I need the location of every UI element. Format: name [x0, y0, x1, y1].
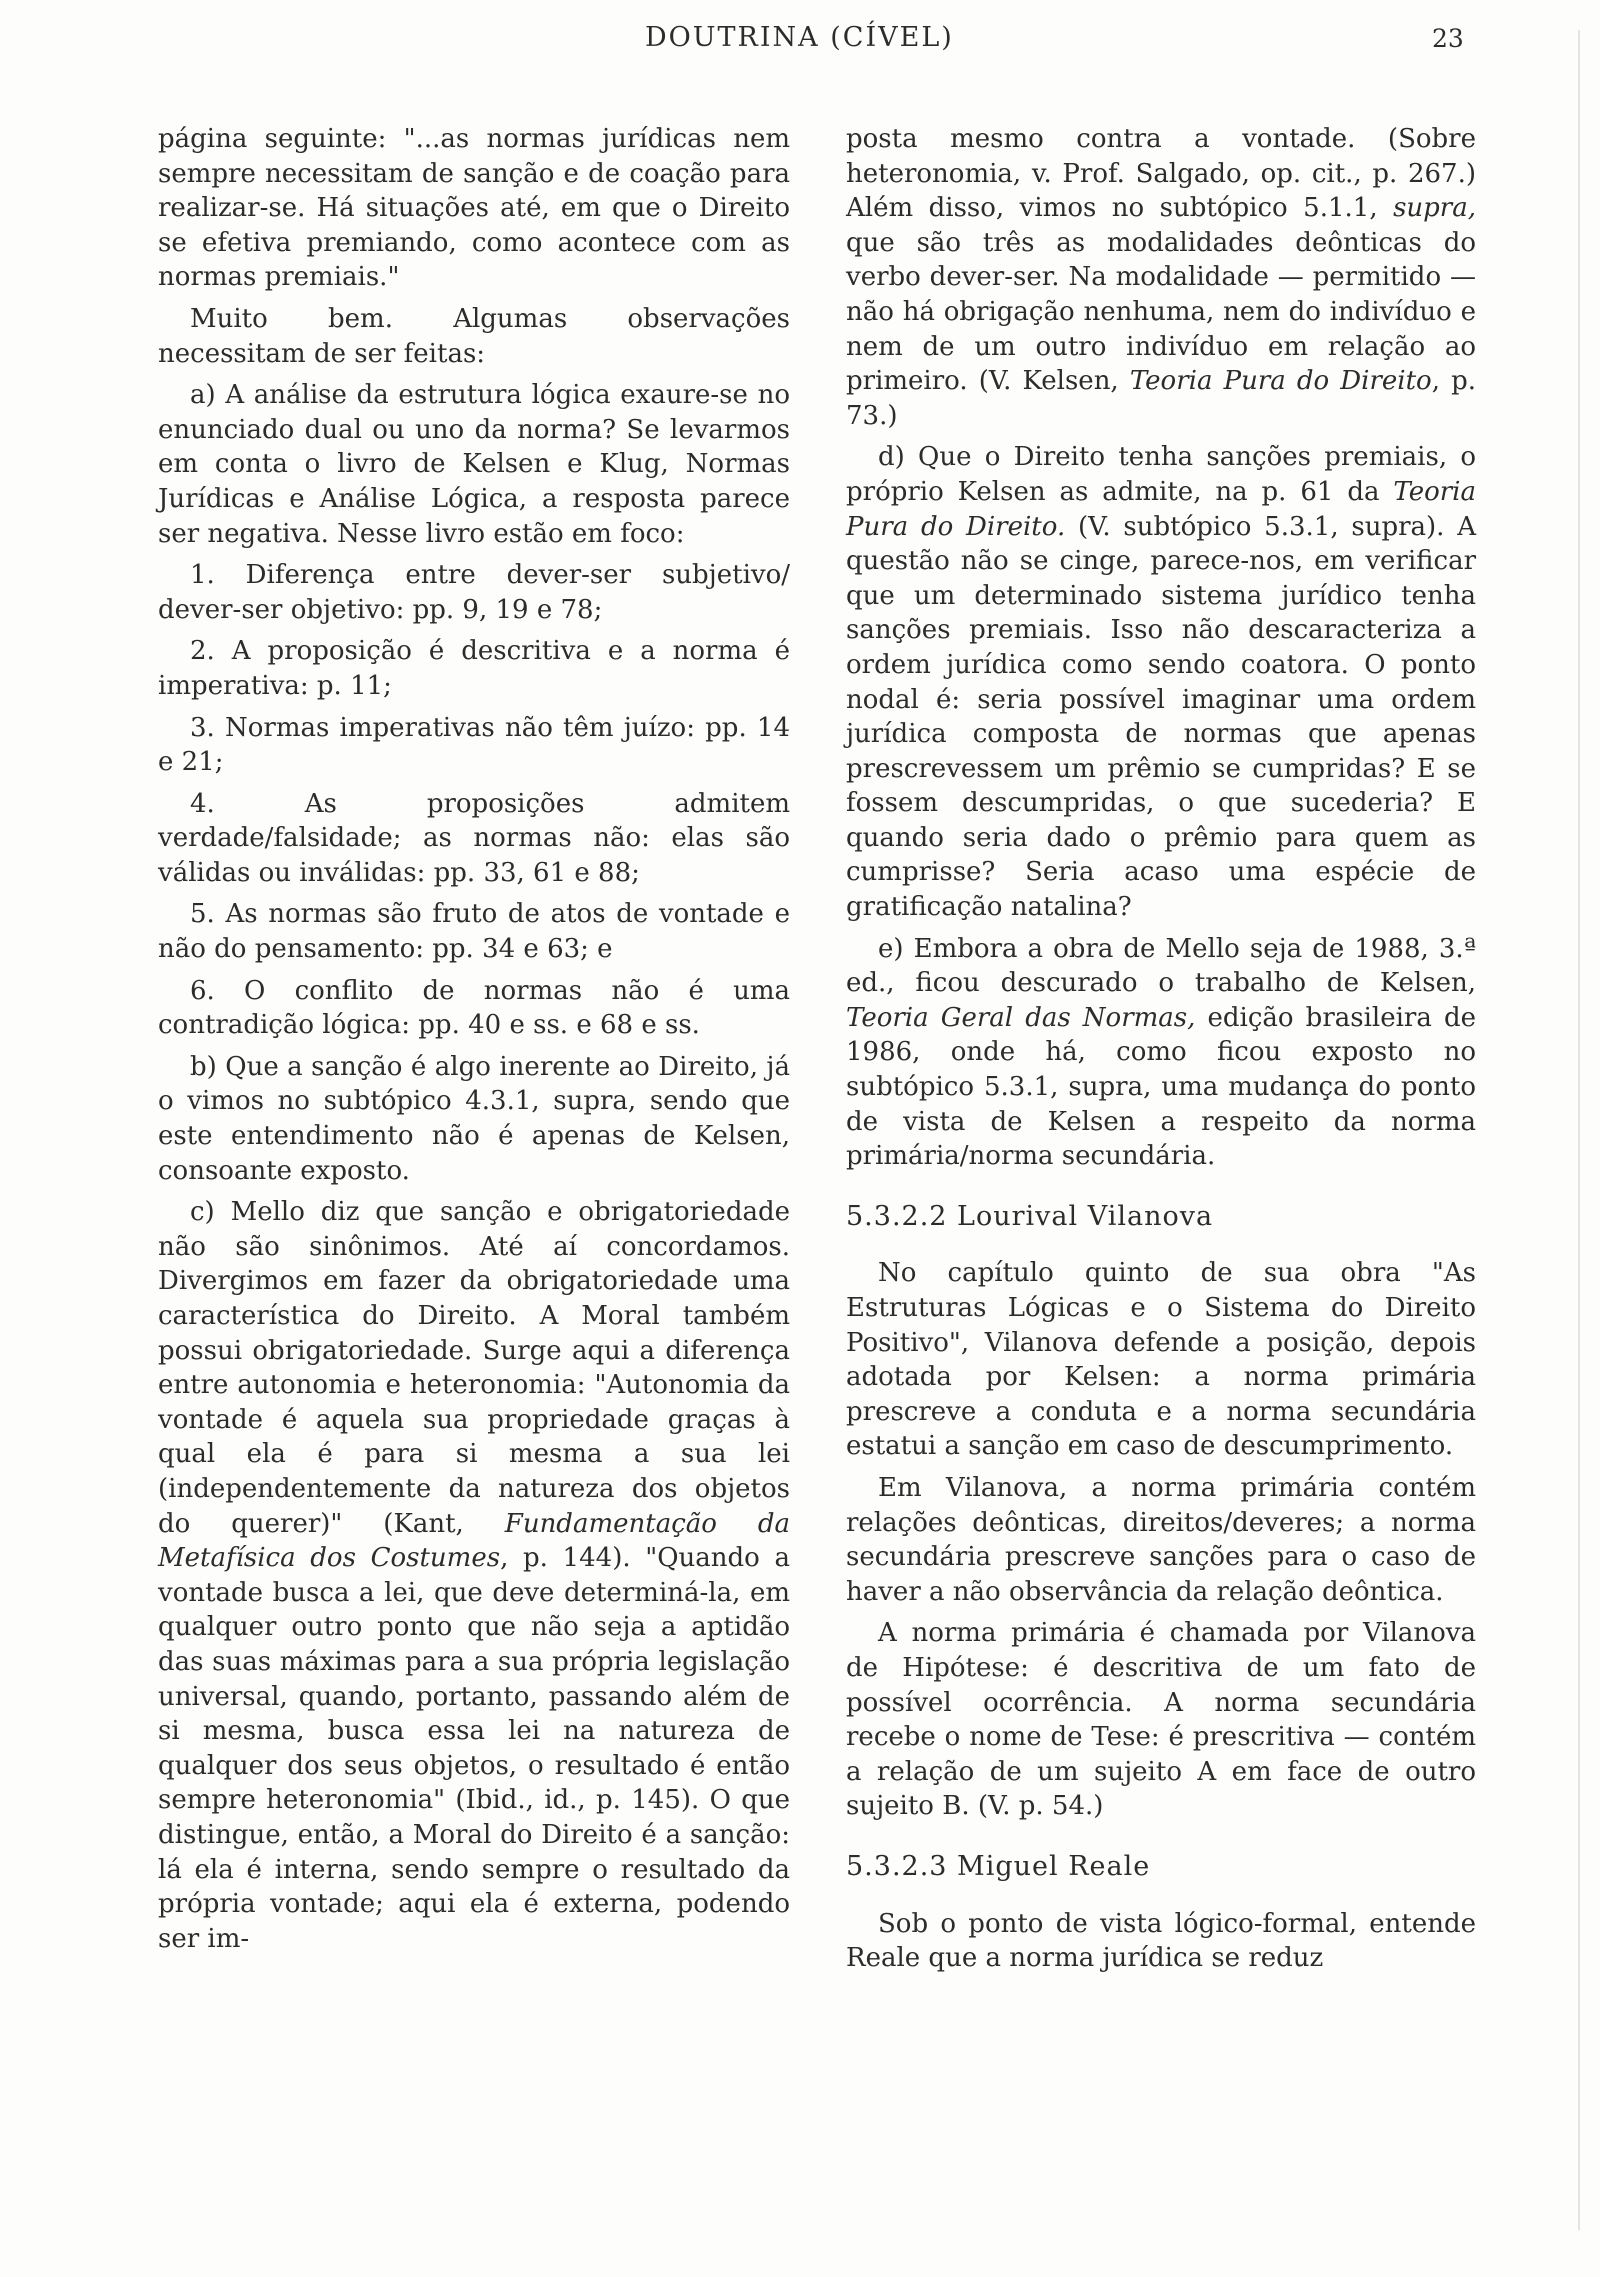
- section-heading-vilanova: 5.3.2.2 Lourival Vilanova: [846, 1200, 1214, 1232]
- paragraph-c-text-1: c) Mello diz que sanção e obrigatoriedade não são sinônimos. Até aí concordamos. Divergimos em fazer da obrigatoriedade uma característica do Direito. A Moral também possui obrigatoriedade. Surge aqui a diferença entre autonomia e heteronomia: "Autonomia da vontade é aquela sua propriedade graças à qual ela é para si mesma a sua lei (independentemente da natureza dos objetos do querer)" (Kant,: [158, 1197, 790, 1539]
- paragraph-observations: Muito bem. Algumas observações necessitam de ser feitas:: [158, 303, 790, 369]
- section-heading-reale: 5.3.2.3 Miguel Reale: [846, 1850, 1151, 1882]
- paragraph-vilanova-2: Em Vilanova, a norma primária contém relações deônticas, direitos/deveres; a norma secundária prescreve sanções para o caso de haver a não observância da relação deôntica.: [846, 1472, 1476, 1607]
- paragraph-c-text-2: , p. 144). "Quando a vontade busca a lei, que deve determiná-la, em qualquer outro ponto que não seja a aptidão das suas máximas para a sua própria legislação universal, quando, portanto, passando além de si mesma, busca essa lei na natureza de qualquer dos seus objetos, o resultado é então sempre heteronomia" (Ibid., id., p. 145). O que distingue, então, a Moral do Direito é a sanção: lá ela é interna, sendo sempre o resultado da própria vontade; aqui ela é externa, podendo ser im-: [158, 1543, 790, 1954]
- paragraph-cont-text-2: que são três as modalidades deônticas do verbo dever-ser. Na modalidade — permitido — não há obrigação nenhuma, nem do indivíduo e nem de um outro indivíduo em relação ao primeiro. (V. Kelsen,: [846, 227, 1476, 397]
- paragraph-d-text-2: (V. subtópico 5.3.1, supra). A questão não se cinge, parece-nos, em verificar que um determinado sistema jurídico tenha sanções premiais. Isso não descaracteriza a ordem jurídica como sendo coatora. O ponto nodal é: seria possível imaginar uma ordem jurídica composta de normas que apenas prescrevessem um prêmio se cumpridas? E se fossem descumpridas, o que sucederia? E quando seria dado o prêmio para quem as cumprisse? Seria acaso uma espécie de gratificação natalina?: [846, 511, 1476, 923]
- left-column: [158, 122, 790, 1963]
- list-item-1: 1. Diferença entre dever-ser subjetivo/ dever-ser objetivo: pp. 9, 19 e 78;: [158, 560, 790, 625]
- paragraph-c: [158, 1195, 790, 1956]
- paragraph-b: b) Que a sanção é algo inerente ao Direito, já o vimos no subtópico 4.3.1, supra, sendo que este entendimento não é apenas de Kelsen, consoante exposto.: [158, 1051, 790, 1186]
- list-item-4: 4. As proposições admitem verdade/falsidade; as normas não: elas são válidas ou inválidas: pp. 33, 61 e 88;: [158, 788, 790, 888]
- paragraph-reale: Sob o ponto de vista lógico-formal, entende Reale que a norma jurídica se reduz: [846, 1908, 1476, 1974]
- paragraph-cont-supra: supra,: [1393, 193, 1476, 224]
- list-item-2: 2. A proposição é descritiva e a norma é imperativa: p. 11;: [158, 636, 790, 701]
- paragraph-cont-text-3: , p. 73.): [846, 366, 1477, 431]
- paragraph-cont-text-1: posta mesmo contra a vontade. (Sobre heteronomia, v. Prof. Salgado, op. cit., p. 267.) Além disso, vimos no subtópico 5.1.1,: [846, 124, 1476, 224]
- paragraph-vilanova-3: A norma primária é chamada por Vilanova de Hipótese: é descritiva de um fato de possível ocorrência. A norma secundária recebe o nome de Tese: é prescritiva — contém a relação de um sujeito A em face de outro sujeito B. (V. p. 54.): [846, 1618, 1476, 1822]
- paragraph-d-text-1: d) Que o Direito tenha sanções premiais, o próprio Kelsen as admite, na p. 61 da: [846, 442, 1476, 507]
- paragraph-e-book-title: Teoria Geral das Normas,: [846, 1002, 1196, 1033]
- paragraph-c-continuation: [846, 122, 1476, 433]
- paragraph-continuation: página seguinte: "...as normas jurídicas nem sempre necessitam de sanção e de coação para realizar-se. Há situações até, em que o Direito se efetiva premiando, como acontece com as normas premiais.": [158, 124, 790, 293]
- paragraph-cont-book-title: Teoria Pura do Direito: [1129, 366, 1432, 397]
- paragraph-d: [846, 440, 1476, 924]
- page-number: 23: [1432, 24, 1464, 53]
- paragraph-vilanova-1: No capítulo quinto de sua obra "As Estruturas Lógicas e o Sistema do Direito Positivo", Vilanova defende a posição, depois adotada por Kelsen: a norma primária prescreve a conduta e a norma secundária estatui a sanção em caso de descumprimento.: [846, 1258, 1476, 1462]
- paragraph-e: [846, 932, 1476, 1174]
- list-item-5: 5. As normas são fruto de atos de vontade e não do pensamento: pp. 34 e 63; e: [158, 899, 790, 965]
- list-item-6: 6. O conflito de normas não é uma contradição lógica: pp. 40 e ss. e 68 e ss.: [158, 975, 790, 1041]
- paragraph-c-book-title: Fundamentação da Metafísica dos Costumes: [158, 1508, 790, 1574]
- paragraph-e-text-1: e) Embora a obra de Mello seja de 1988, 3.ª ed., ficou descurado o trabalho de Kelsen,: [846, 933, 1476, 999]
- page-edge-shadow: [1578, 30, 1580, 2230]
- page-header: [0, 22, 1600, 62]
- running-title: DOUTRINA (CÍVEL): [645, 22, 954, 53]
- right-column: [846, 122, 1476, 1983]
- paragraph-d-book-title: Teoria Pura do Direito.: [846, 476, 1476, 542]
- paragraph-e-text-2: edição brasileira de 1986, onde há, como ficou exposto no subtópico 5.3.1, supra, uma mudança do ponto de vista de Kelsen a respeito da norma primária/norma secundária.: [846, 1002, 1476, 1172]
- list-item-3: 3. Normas imperativas não têm juízo: pp. 14 e 21;: [158, 712, 790, 778]
- paragraph-a: a) A análise da estrutura lógica exaure-se no enunciado dual ou uno da norma? Se levarmos em conta o livro de Kelsen e Klug, Normas Jurídicas e Análise Lógica, a resposta parece ser negativa. Nesse livro estão em foco:: [158, 380, 790, 549]
